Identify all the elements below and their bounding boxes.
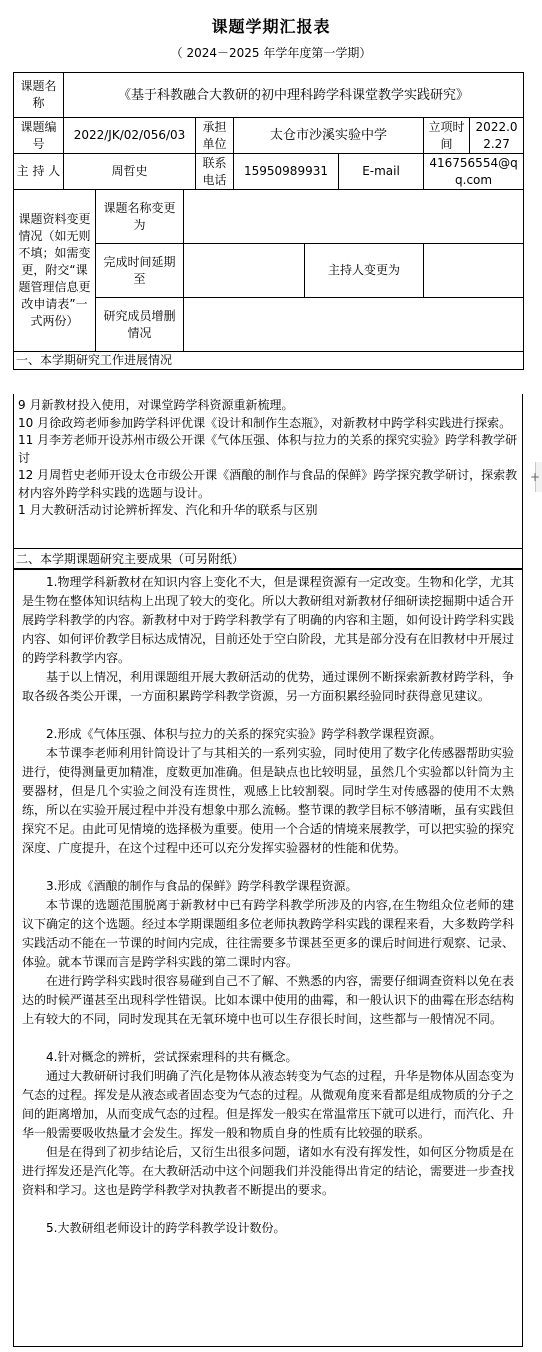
change-member-value[interactable] [184,298,524,352]
date-value: 2022.02.27 [470,118,524,154]
info-table [13,72,524,370]
change-host-value[interactable] [424,244,524,298]
change-member-label: 研究成员增删情况 [96,298,184,352]
progress-item: 10 月徐政筠老师参加跨学科评优课《设计和制作生态瓶》，对新教材中跨学科实践进行探索。 [18,415,512,430]
phone-value: 15950989931 [234,154,339,190]
phone-label: 联系电话 [196,154,234,190]
progress-item: 9 月新教材投入使用，对课堂跨学科资源重新梳理。 [18,398,294,412]
results-heading: 2.形成《气体压强、体积与拉力的关系的探究实验》跨学科教学课程资源。 [46,727,442,741]
progress-item: 11 月李芳老师开设苏州市级公开课《气体压强、体积与拉力的关系的探究实验》跨学科教学研讨 [18,433,518,465]
page-title: 课题学期汇报表 [211,17,331,36]
progress-box [13,394,523,570]
results-paragraph: 在进行跨学科实践时很容易碰到自己不了解、不熟悉的内容，需要仔细调查资料以免在表达的时候严谨甚至出现科学性错误。比如本课中使用的曲霉，和一般认识下的曲霉在形态结构上有较大的不同，同时发现其在无氧环境中也可以生存很长时间，这些都与一般情况不同。 [22,974,515,1026]
progress-item: 12 月周哲史老师开设太仓市级公开课《酒酿的制作与食品的保鲜》跨学探究教学研讨，探索教材内容外跨学科实践的选题与设计。 [18,468,518,500]
results-heading: 3.形成《酒酿的制作与食品的保鲜》跨学科教学课程资源。 [46,879,358,893]
email-value: 416756554@qq.com [424,154,524,190]
topic-label: 课题名称 [14,73,64,118]
change-name-value[interactable] [184,190,524,244]
results-heading: 5.大教研组老师设计的跨学科教学设计数份。 [46,1221,286,1235]
results-paragraph: 但是在得到了初步结论后，又衍生出很多问题，诸如水有没有挥发性，如何区分物质是在进行挥发还是汽化等。在大教研活动中这个问题我们并没能得出肯定的结论，需要进一步查找资料和学习。这也是跨学科教学对执教者不断提出的要求。 [22,1145,515,1197]
code-label: 课题编号 [14,118,64,154]
code-value: 2022/JK/02/056/03 [64,118,196,154]
results-paragraph: 本节课的选题范围脱离于新教材中已有跨学科教学所涉及的内容,在生物组众位老师的建议下确定的这个选题。经过本学期课题组多位老师执教跨学科实践的课程来看，大多数跨学科实践活动不能在一节课的时间内完成，往往需要多节课甚至更多的课后时间进行观察、记录、体验。就本节课而言是跨学科实践的第二课时内容。 [22,898,515,969]
unit-label: 承担单位 [196,118,234,154]
results-paragraph: 基于以上情况，利用课题组开展大教研活动的优势，通过课例不断探索新教材跨学科，争取各级各类公开课，一方面积累跨学科教学资源，另一方面积累经验同时获得意见建议。 [22,670,515,703]
host-label: 主 持 人 [14,154,64,190]
section2-title: 二、本学期课题研究主要成果（可另附纸） [14,548,522,569]
plus-icon[interactable]: + [530,470,541,484]
results-heading: 4.针对概念的辨析，尝试探索理科的共有概念。 [46,1050,298,1064]
change-date-label: 完成时间延期至 [96,244,184,298]
topic-value: 《基于科教融合大教研的初中理科跨学科课堂教学实践研究》 [64,73,524,118]
change-note: 课题资料变更情况（如无则不填；如需变更，附交“课题管理信息更改申请表”一式两份） [14,190,96,352]
results-paragraph: 通过大教研研讨我们明确了汽化是物体从液态转变为气态的过程，升华是物体从固态变为气态的过程。挥发是从液态或者固态变为气态的过程。从微观角度来看都是组成物质的分子之间的距离增加，从而变成气态的过程。但是挥发一般实在常温常压下就可以进行，而汽化、升华一般需要吸收热量才会发生。挥发一般和物质自身的性质有比较强的联系。 [22,1069,515,1140]
section1-title: 一、本学期研究工作进展情况 [14,352,524,370]
progress-item: 1 月大教研活动讨论辨析挥发、汽化和升华的联系与区别 [18,503,318,517]
change-name-label: 课题名称变更为 [96,190,184,244]
page-subtitle: （ 2024－2025 年学年度第一学期） [170,46,372,60]
date-label: 立项时间 [424,118,470,154]
change-date-value[interactable] [184,244,305,298]
results-box [13,568,523,1347]
host-value: 周哲史 [64,154,196,190]
change-host-label: 主持人变更为 [305,244,424,298]
results-paragraph: 1.物理学科新教材在知识内容上变化不大，但是课程资源有一定改变。生物和化学，尤其是生物在整体知识结构上出现了较大的变化。所以大教研组对新教材仔细研读挖掘期中适合开展跨学科教学的内容。新教材中对于跨学科教学有了明确的内容和主题，如何设计跨学科实践内容、如何评价教学目标达成情况，目前还处于空白阶段，尤其是部分没有在旧教材中开展过的跨学科教学内容。 [22,575,515,665]
unit-value: 太仓市沙溪实验中学 [234,118,424,154]
results-paragraph: 本节课李老师利用针筒设计了与其相关的一系列实验，同时使用了数字化传感器帮助实验进行，使得测量更加精准，度数更加准确。但是缺点也比较明显，虽然几个实验都以针筒为主要器材，但是几个实验之间没有连贯性，观感上比较割裂。同时学生对传感器的使用不太熟练，所以在实验开展过程中并没有想象中那么流畅。整节课的教学目标不够清晰，虽有实践但探究不足。由此可见情境的选择极为重要。使用一个合适的情境来展教学，可以把实验的探究深度、广度提升，在这个过程中还可以充分发挥实验器材的性能和优势。 [22,746,515,855]
email-label: E-mail [339,154,424,190]
